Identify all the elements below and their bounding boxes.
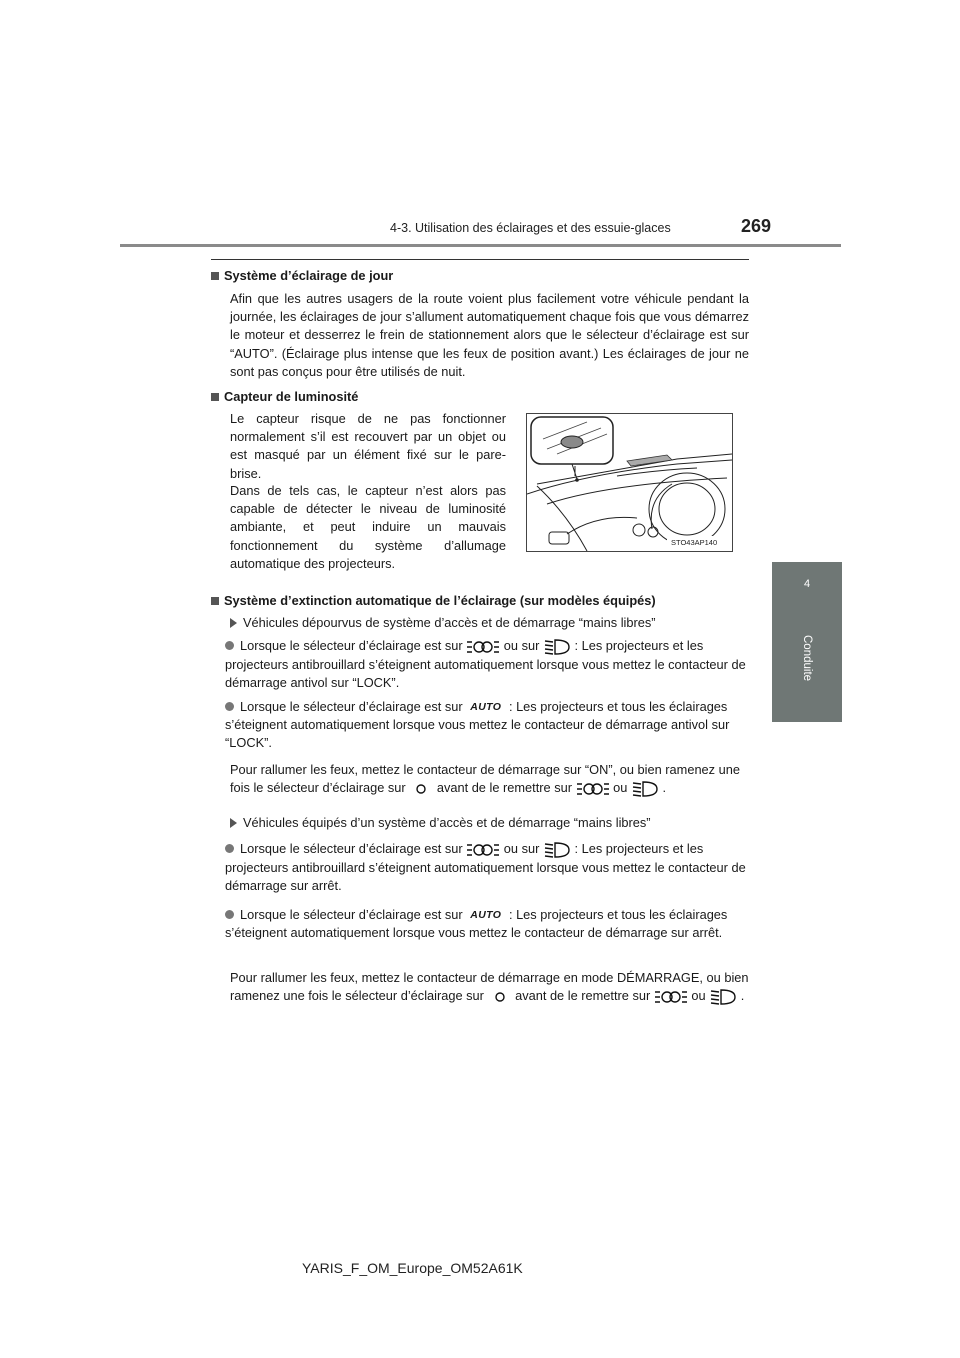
off-position-icon [409,782,433,796]
group1-bullet-1: Lorsque le sélecteur d’éclairage est sur ou sur : Les projecteurs et les projecteurs antibrouillard s’éteignent automatiquement lorsque vous mettez le contacteur de démarrage antivol sur “LOCK”. [225,638,746,690]
document-code: YARIS_F_OM_Europe_OM52A61K [302,1260,523,1276]
square-bullet-icon [211,597,219,605]
daytime-heading: Système d’éclairage de jour [211,268,393,283]
group1-title: Véhicules dépourvus de système d’accès et de démarrage “mains libres” [230,614,656,632]
group1-paragraph: Pour rallumer les feux, mettez le contacteur de démarrage sur “ON”, ou bien ramenez une fois le sélecteur d’éclairage sur avant de le remettre sur ou . [230,761,749,798]
page-number: 269 [741,216,772,236]
position-light-icon [466,842,500,858]
group2-bullet-1: Lorsque le sélecteur d’éclairage est sur ou sur : Les projecteurs et les projecteurs antibrouillard s’éteignent automatiquement lorsque vous mettez le contacteur de démarrage sur arrêt. [225,841,746,893]
chapter-label: Conduite [801,634,813,682]
headlight-icon [543,841,571,859]
group2-bullet-2: Lorsque le sélecteur d’éclairage est sur AUTO : Les projecteurs et tous les éclairages s’éteignent automatiquement lorsque vous mettez le contacteur de démarrage sur arrêt. [225,907,728,941]
position-light-icon [466,639,500,655]
square-bullet-icon [211,272,219,280]
triangle-bullet-icon [230,618,237,628]
section-title: 4-3. Utilisation des éclairages et des essuie-glaces [390,221,671,235]
group2-paragraph: Pour rallumer les feux, mettez le contacteur de démarrage en mode DÉMARRAGE, ou bien ramenez une fois le sélecteur d’éclairage sur avant de le remettre sur ou . [230,969,749,1006]
auto-off-heading: Système d’extinction automatique de l’éclairage (sur modèles équipés) [211,593,656,608]
headlight-icon [631,780,659,798]
header-divider [120,244,841,247]
position-light-icon [576,781,610,797]
group2-title: Véhicules équipés d’un système d’accès et de démarrage “mains libres” [230,814,651,832]
headlight-icon [543,638,571,656]
circle-bullet-icon [225,910,234,919]
square-bullet-icon [211,393,219,401]
headlight-icon [709,988,737,1006]
circle-bullet-icon [225,641,234,650]
group1-bullet-2: Lorsque le sélecteur d’éclairage est sur AUTO : Les projecteurs et tous les éclairages s’éteignent automatiquement lorsque vous mettez le contacteur de démarrage antivol sur “LOCK”. [225,699,730,751]
sensor-body-2: Dans de tels cas, le capteur n’est alors pas capable de détecter le niveau de luminosité ambiante, et peut induire un mauvais fonctionnement du système d’allumage automatique des projecteurs. [230,483,506,571]
circle-bullet-icon [225,702,234,711]
content-divider [211,259,749,260]
auto-mode-icon: AUTO [470,909,502,921]
triangle-bullet-icon [230,818,237,828]
daytime-body: Afin que les autres usagers de la route voient plus facilement votre véhicule pendant la journée, les éclairages de jour s’allument automatiquement chaque fois que vous démarrez le moteur et desserrez le frein de stationnement alors que le sélecteur d’éclairage est sur “AUTO”. (Éclairage plus intense que les feux de position avant.) Les éclairages de jour ne sont pas conçus pour être utilisés de nuit. [230,291,749,379]
position-light-icon [654,989,688,1005]
light-sensor-figure [526,413,733,552]
off-position-icon [488,990,512,1004]
chapter-number: 4 [803,578,811,590]
sensor-heading: Capteur de luminosité [211,389,358,404]
sensor-body-1: Le capteur risque de ne pas fonctionner normalement s’il est recouvert par un objet ou est masqué par un élément fixé sur le pare-brise. [230,411,506,481]
figure-code: STO43AP140 [671,538,718,547]
circle-bullet-icon [225,844,234,853]
dashboard-illustration [527,414,732,551]
auto-mode-icon: AUTO [470,701,502,713]
